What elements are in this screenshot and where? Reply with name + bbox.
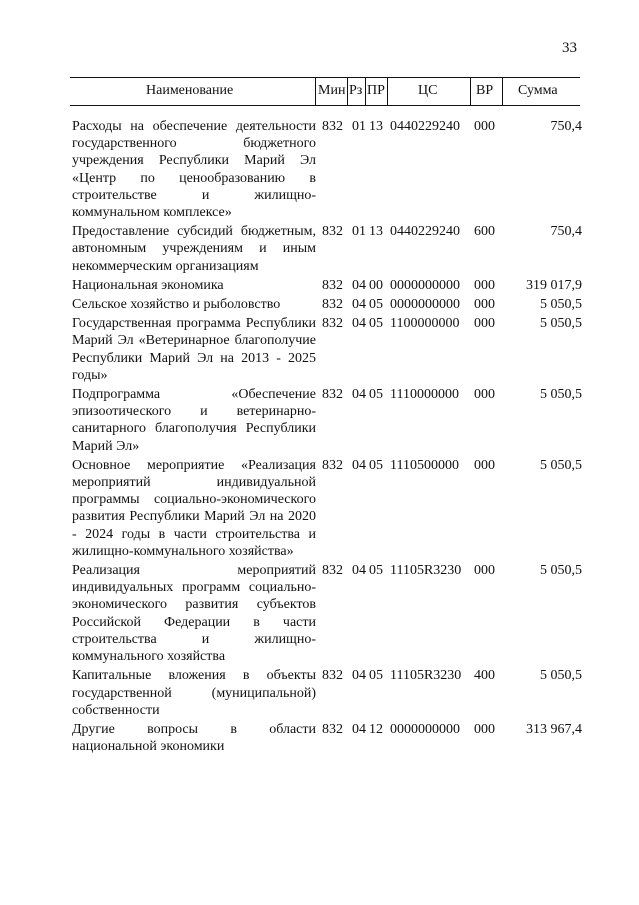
table-row — [72, 562, 582, 665]
row-pr: 00 — [369, 277, 383, 293]
row-name: Государственная программа Республики Марий Эл «Ветеринарное благополучие Республики Марий Эл на 2013 - 2025 годы» — [72, 316, 316, 383]
row-sum: 5 050,5 — [540, 457, 582, 473]
row-pr: 13 — [369, 224, 383, 240]
row-sum: 5 050,5 — [540, 668, 582, 684]
row-name: Предоставление субсидий бюджетным, автономным учреждениям и иным некоммерческим организациям — [72, 224, 316, 274]
row-vr: 000 — [474, 316, 495, 332]
row-cs: 1100000000 — [390, 316, 460, 332]
row-name: Подпрограмма «Обеспечение эпизоотического и ветеринарно-санитарного благополучия Республики Марий Эл» — [72, 387, 316, 454]
row-cs: 0000000000 — [390, 721, 460, 737]
row-min: 832 — [322, 387, 343, 403]
table-row — [72, 296, 582, 313]
row-pr: 05 — [369, 457, 383, 473]
row-name: Основное мероприятие «Реализация мероприятий индивидуальной программы социально-экономического развития Республики Марий Эл на 2020 - 2024 годы в части строительства и жилищно-коммунального хозяйства» — [72, 457, 316, 559]
row-vr: 000 — [474, 277, 495, 293]
row-pr: 05 — [369, 668, 383, 684]
table-row — [72, 386, 582, 455]
row-min: 832 — [322, 457, 343, 473]
row-vr: 000 — [474, 563, 495, 579]
row-cs: 11105R3230 — [390, 563, 462, 579]
row-min: 832 — [322, 119, 343, 134]
row-rz: 01 — [352, 224, 366, 240]
divider — [387, 78, 388, 105]
header-pr: ПР — [367, 83, 385, 98]
row-min: 832 — [322, 277, 343, 293]
row-cs: 0440229240 — [390, 224, 460, 240]
divider — [315, 78, 316, 105]
row-pr: 05 — [369, 387, 383, 403]
table-body — [72, 118, 582, 757]
table-row — [72, 277, 582, 294]
row-rz: 04 — [352, 316, 366, 332]
row-name: Расходы на обеспечение деятельности государственного бюджетного учреждения Республики Марий Эл «Центр по ценообразованию в строительстве и жилищно-коммунальном комплексе» — [72, 119, 316, 221]
row-min: 832 — [322, 563, 343, 579]
row-name: Другие вопросы в области национальной экономики — [72, 721, 316, 755]
row-rz: 04 — [352, 563, 366, 579]
row-sum: 5 050,5 — [540, 387, 582, 403]
row-cs: 1110500000 — [390, 457, 459, 473]
header-vr: ВР — [476, 83, 494, 98]
row-sum: 5 050,5 — [540, 297, 582, 313]
row-sum: 313 967,4 — [526, 721, 582, 737]
row-rz: 04 — [352, 277, 366, 293]
row-cs: 0000000000 — [390, 277, 460, 293]
row-cs: 11105R3230 — [390, 668, 462, 684]
row-rz: 04 — [352, 668, 366, 684]
row-rz: 04 — [352, 721, 366, 737]
row-pr: 05 — [369, 316, 383, 332]
row-cs: 0000000000 — [390, 297, 460, 313]
row-vr: 000 — [474, 119, 495, 134]
row-vr: 000 — [474, 387, 495, 403]
row-vr: 600 — [474, 224, 495, 240]
row-sum: 5 050,5 — [540, 316, 582, 332]
row-sum: 750,4 — [550, 224, 582, 240]
divider — [470, 78, 471, 105]
page-number: 33 — [562, 40, 577, 56]
row-rz: 04 — [352, 387, 366, 403]
row-name: Реализация мероприятий индивидуальных программ социально-экономического развития субъектов Российской Федерации в части строительства и жилищно-коммунального хозяйства — [72, 563, 316, 665]
row-sum: 750,4 — [550, 119, 582, 134]
row-vr: 400 — [474, 668, 495, 684]
table-row — [72, 315, 582, 384]
row-min: 832 — [322, 297, 343, 313]
header-name: Наименование — [146, 83, 234, 98]
row-rz: 01 — [352, 119, 366, 134]
row-min: 832 — [322, 224, 343, 240]
row-name: Национальная экономика — [72, 277, 224, 293]
header-sum: Сумма — [518, 83, 558, 98]
header-rz: Рз — [349, 83, 363, 98]
header-cs: ЦС — [418, 83, 438, 98]
table-row — [72, 667, 582, 719]
row-pr: 05 — [369, 563, 383, 579]
divider — [365, 78, 366, 105]
table-row — [72, 223, 582, 275]
row-rz: 04 — [352, 297, 366, 313]
row-rz: 04 — [352, 457, 366, 473]
divider — [347, 78, 348, 105]
table-row — [72, 118, 582, 221]
row-cs: 1110000000 — [390, 387, 459, 403]
row-pr: 12 — [369, 721, 383, 737]
divider — [502, 78, 503, 105]
header-min: Мин — [318, 83, 346, 98]
row-pr: 05 — [369, 297, 383, 313]
row-min: 832 — [322, 316, 343, 332]
row-name: Капитальные вложения в объекты государственной (муниципальной) собственности — [72, 668, 316, 718]
row-min: 832 — [322, 668, 343, 684]
row-vr: 000 — [474, 297, 495, 313]
row-sum: 319 017,9 — [526, 277, 582, 293]
row-min: 832 — [322, 721, 343, 737]
row-name: Сельское хозяйство и рыболовство — [72, 297, 281, 313]
table-header — [70, 77, 580, 106]
table-row — [72, 721, 582, 755]
row-vr: 000 — [474, 457, 495, 473]
row-pr: 13 — [369, 119, 383, 134]
table-row — [72, 457, 582, 560]
row-cs: 0440229240 — [390, 119, 460, 134]
row-vr: 000 — [474, 721, 495, 737]
row-sum: 5 050,5 — [540, 563, 582, 579]
